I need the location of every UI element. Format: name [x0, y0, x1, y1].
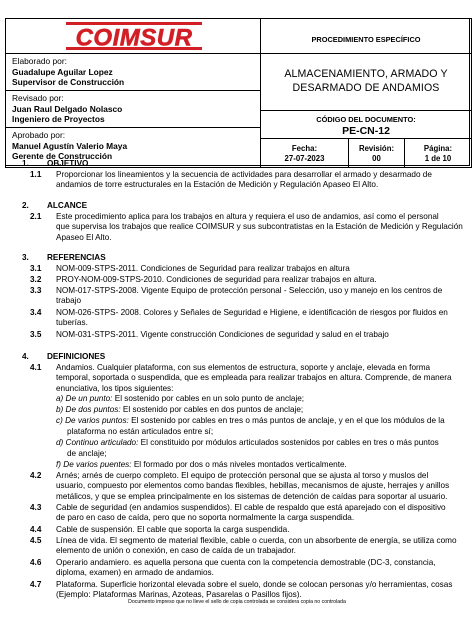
type-label: a) De un punto: [56, 394, 113, 403]
document-code-cell [260, 110, 472, 139]
reviewed-position: Ingeniero de Proyectos [12, 114, 105, 125]
section-title: DEFINICIONES [47, 352, 106, 361]
item-text [56, 286, 464, 307]
item-number: 2.1 [30, 212, 42, 221]
text-line: de paro en caso de caída, pero que no soporta normalmente la carga suspendida. [56, 513, 355, 523]
text-line: andamios de torre estructurales en la Estación de Medición y Regulación Apaseo El Alto. [56, 180, 379, 190]
item-number: 3.1 [30, 264, 42, 273]
text-line: PROY-NOM-009-STPS-2010. Condiciones de seguridad para realizar trabajos en altura. [56, 275, 377, 284]
scaffold-type-item [56, 405, 465, 415]
text-line: Cable de seguridad (en andamios suspendidos). El cable de respaldo que está aparejado con el dispositivo [56, 503, 446, 512]
document-title-line1: ALMACENAMIENTO, ARMADO Y [284, 68, 448, 80]
approved-role: Aprobado por: [12, 130, 66, 140]
text-line: Línea de vida. El segmento de material flexible, cable o cuerda, con un absorbente de energía, se utiliza como [56, 536, 457, 545]
document-title-line2: DESARMADO DE ANDAMIOS [292, 82, 440, 94]
type-label: c) De varios puntos: [56, 416, 129, 425]
item-text [56, 471, 464, 502]
revision-label: Revisión: [358, 144, 395, 153]
text-line: que supervisa los trabajos que realice COIMSUR y sus subcontratistas en la Estación de Medición y Regulación [56, 222, 463, 232]
section-number: 3. [22, 253, 29, 262]
page-cell [404, 138, 472, 168]
svg-text:COIMSUR: COIMSUR [75, 24, 193, 51]
section-title: REFERENCIAS [47, 253, 106, 262]
page-value: 1 de 10 [424, 154, 452, 163]
text-line: NOM-026-STPS- 2008. Colores y Señales de Seguridad e Higiene, e identificación de riesgos por fluidos en [56, 308, 448, 317]
scaffold-type-item [56, 460, 465, 470]
text-line: tuberías. [56, 318, 88, 328]
item-text [56, 170, 464, 191]
item-number: 4.7 [30, 580, 42, 589]
date-cell [260, 138, 349, 168]
approved-name: Manuel Agustín Valerio Maya [12, 140, 128, 151]
item-number: 4.1 [30, 363, 42, 372]
logo-cell [5, 18, 261, 54]
elaborated-by-cell [5, 53, 261, 91]
item-number: 3.5 [30, 330, 42, 339]
type-text: El sostenido por cables en dos puntos de anclaje; [122, 405, 304, 414]
page-label: Página: [423, 144, 453, 153]
date-value: 27-07-2023 [284, 154, 325, 163]
text-line: Andamios. Cualquier plataforma, con sus elementos de estructura, soporte y anclaje, elevada en forma [56, 363, 431, 372]
item-number: 4.4 [30, 525, 42, 534]
footer-disclaimer: Documento impreso que no lleve el sello de copia controlada se considera copia no controlada [128, 599, 346, 605]
text-line: metálicos, y que se emplea principalmente en los sistemas de detención de caídas para soportar al usuario. [56, 491, 448, 501]
item-text [56, 536, 464, 557]
type-text: El sostenido por cables en tres o más puntos de anclaje, y en el que los módulos de la [131, 416, 445, 425]
type-text: El sostenido por cables en un solo punto de anclaje; [114, 394, 305, 403]
text-line: Plataforma. Superficie horizontal elevada sobre el suelo, donde se colocan personas y/o herramientas, cosas [56, 580, 453, 589]
item-number: 3.2 [30, 275, 42, 284]
type-text: El constituido por módulos articulados sostenidos por cables en tres o más puntos [140, 438, 439, 447]
approved-by-cell [5, 127, 261, 168]
section-number: 1. [22, 159, 29, 168]
text-line: Apaseo El Alto. [56, 232, 112, 242]
document-code-value: PE-CN-12 [342, 125, 390, 137]
type-text: El formado por dos o más niveles montados verticalmente. [133, 460, 347, 469]
item-text [56, 308, 464, 329]
reviewed-name: Juan Raul Delgado Nolasco [12, 103, 123, 114]
type-label: f) De varios puentes: [56, 460, 132, 469]
scaffold-type-item [56, 416, 465, 426]
section-number: 4. [22, 352, 29, 361]
section-number: 2. [22, 201, 29, 210]
type-label: d) Continuo articulado: [56, 438, 139, 447]
item-text [56, 212, 464, 243]
item-text [56, 525, 464, 535]
document-code-label: CÓDIGO DEL DOCUMENTO: [316, 115, 416, 124]
item-number: 4.5 [30, 536, 42, 545]
text-line: Operario andamiero. es aquella persona que cuenta con la competencia demostrable (DC-3, constancia, [56, 558, 436, 567]
item-number: 4.2 [30, 471, 42, 480]
procedure-type: PROCEDIMIENTO ESPECÍFICO [260, 18, 472, 54]
text-line: Este procedimiento aplica para los trabajos en altura y requiera el uso de andamios, así como el personal [56, 212, 439, 221]
text-line: (Ejemplo: Plataformas Marinas, Azoteas, Pasarelas o Pasillos fijos). [56, 590, 302, 600]
item-text [56, 264, 464, 274]
item-text [56, 580, 464, 601]
text-line: NOM-031-STPS-2011. Vigente construcción Condiciones de seguridad y salud en el trabajo [56, 330, 389, 339]
text-line: usuario, compuesto por elementos como bandas flexibles, hebillas, mecanismos de ajuste, herrajes y anillos [56, 481, 450, 491]
item-text [56, 330, 464, 340]
scaffold-type-continuation: de anclaje; [67, 449, 107, 458]
text-line: diploma, examen) en armado de andamios. [56, 568, 214, 578]
text-line: NOM-017-STPS-2008. Vigente Equipo de protección personal - Selección, uso y manejo en los centros de [56, 286, 443, 295]
item-number: 4.3 [30, 503, 42, 512]
elaborated-position: Supervisor de Construcción [12, 77, 125, 88]
text-line: Arnés; arnés de cuerpo completo. El equipo de protección personal que se ajusta al torso y muslos del [56, 471, 429, 480]
section-title: ALCANCE [47, 201, 88, 210]
item-number: 3.4 [30, 308, 42, 317]
text-line: Proporcionar los lineamientos y la secuencia de actividades para desarrollar el armado y desarmado de [56, 170, 432, 179]
scaffold-type-item [56, 394, 465, 404]
elaborated-name: Guadalupe Aguilar Lopez [12, 66, 113, 77]
item-text [56, 558, 464, 579]
item-text [56, 503, 464, 524]
item-text [56, 275, 464, 285]
scaffold-type-item [56, 438, 465, 448]
section-title: OBJETIVO [47, 159, 89, 168]
scaffold-type-continuation: plataforma no están articulados entre sí; [67, 427, 214, 436]
date-label: Fecha: [291, 144, 318, 153]
text-line: trabajo [56, 296, 82, 306]
reviewed-role: Revisado por: [12, 93, 64, 103]
text-line: NOM-009-STPS-2011. Condiciones de Seguridad para realizar trabajos en altura [56, 264, 350, 273]
document-title [260, 53, 472, 111]
text-line: enunciativa, los tipos siguientes: [56, 383, 174, 393]
company-logo [66, 21, 202, 51]
coimsur-logo-icon [66, 21, 202, 51]
revision-value: 00 [372, 154, 381, 163]
type-label: b) De dos puntos: [56, 405, 121, 414]
elaborated-role: Elaborado por: [12, 56, 67, 66]
text-line: Cable de suspensión. El cable que soporta la carga suspendida. [56, 525, 290, 534]
item-number: 4.6 [30, 558, 42, 567]
text-line: elemento de unión o conexión, en caso de caída de un trabajador. [56, 546, 296, 556]
approved-position: Gerente de Construcción [12, 151, 113, 162]
text-line: temporal, soportada o suspendida, que es empleada para realizar trabajos en altura. Comprende, de manera [56, 373, 452, 383]
reviewed-by-cell [5, 90, 261, 128]
item-text [56, 363, 464, 394]
document-header-table [5, 18, 470, 166]
item-number: 1.1 [30, 170, 42, 179]
item-number: 3.3 [30, 286, 42, 295]
revision-cell [348, 138, 405, 168]
